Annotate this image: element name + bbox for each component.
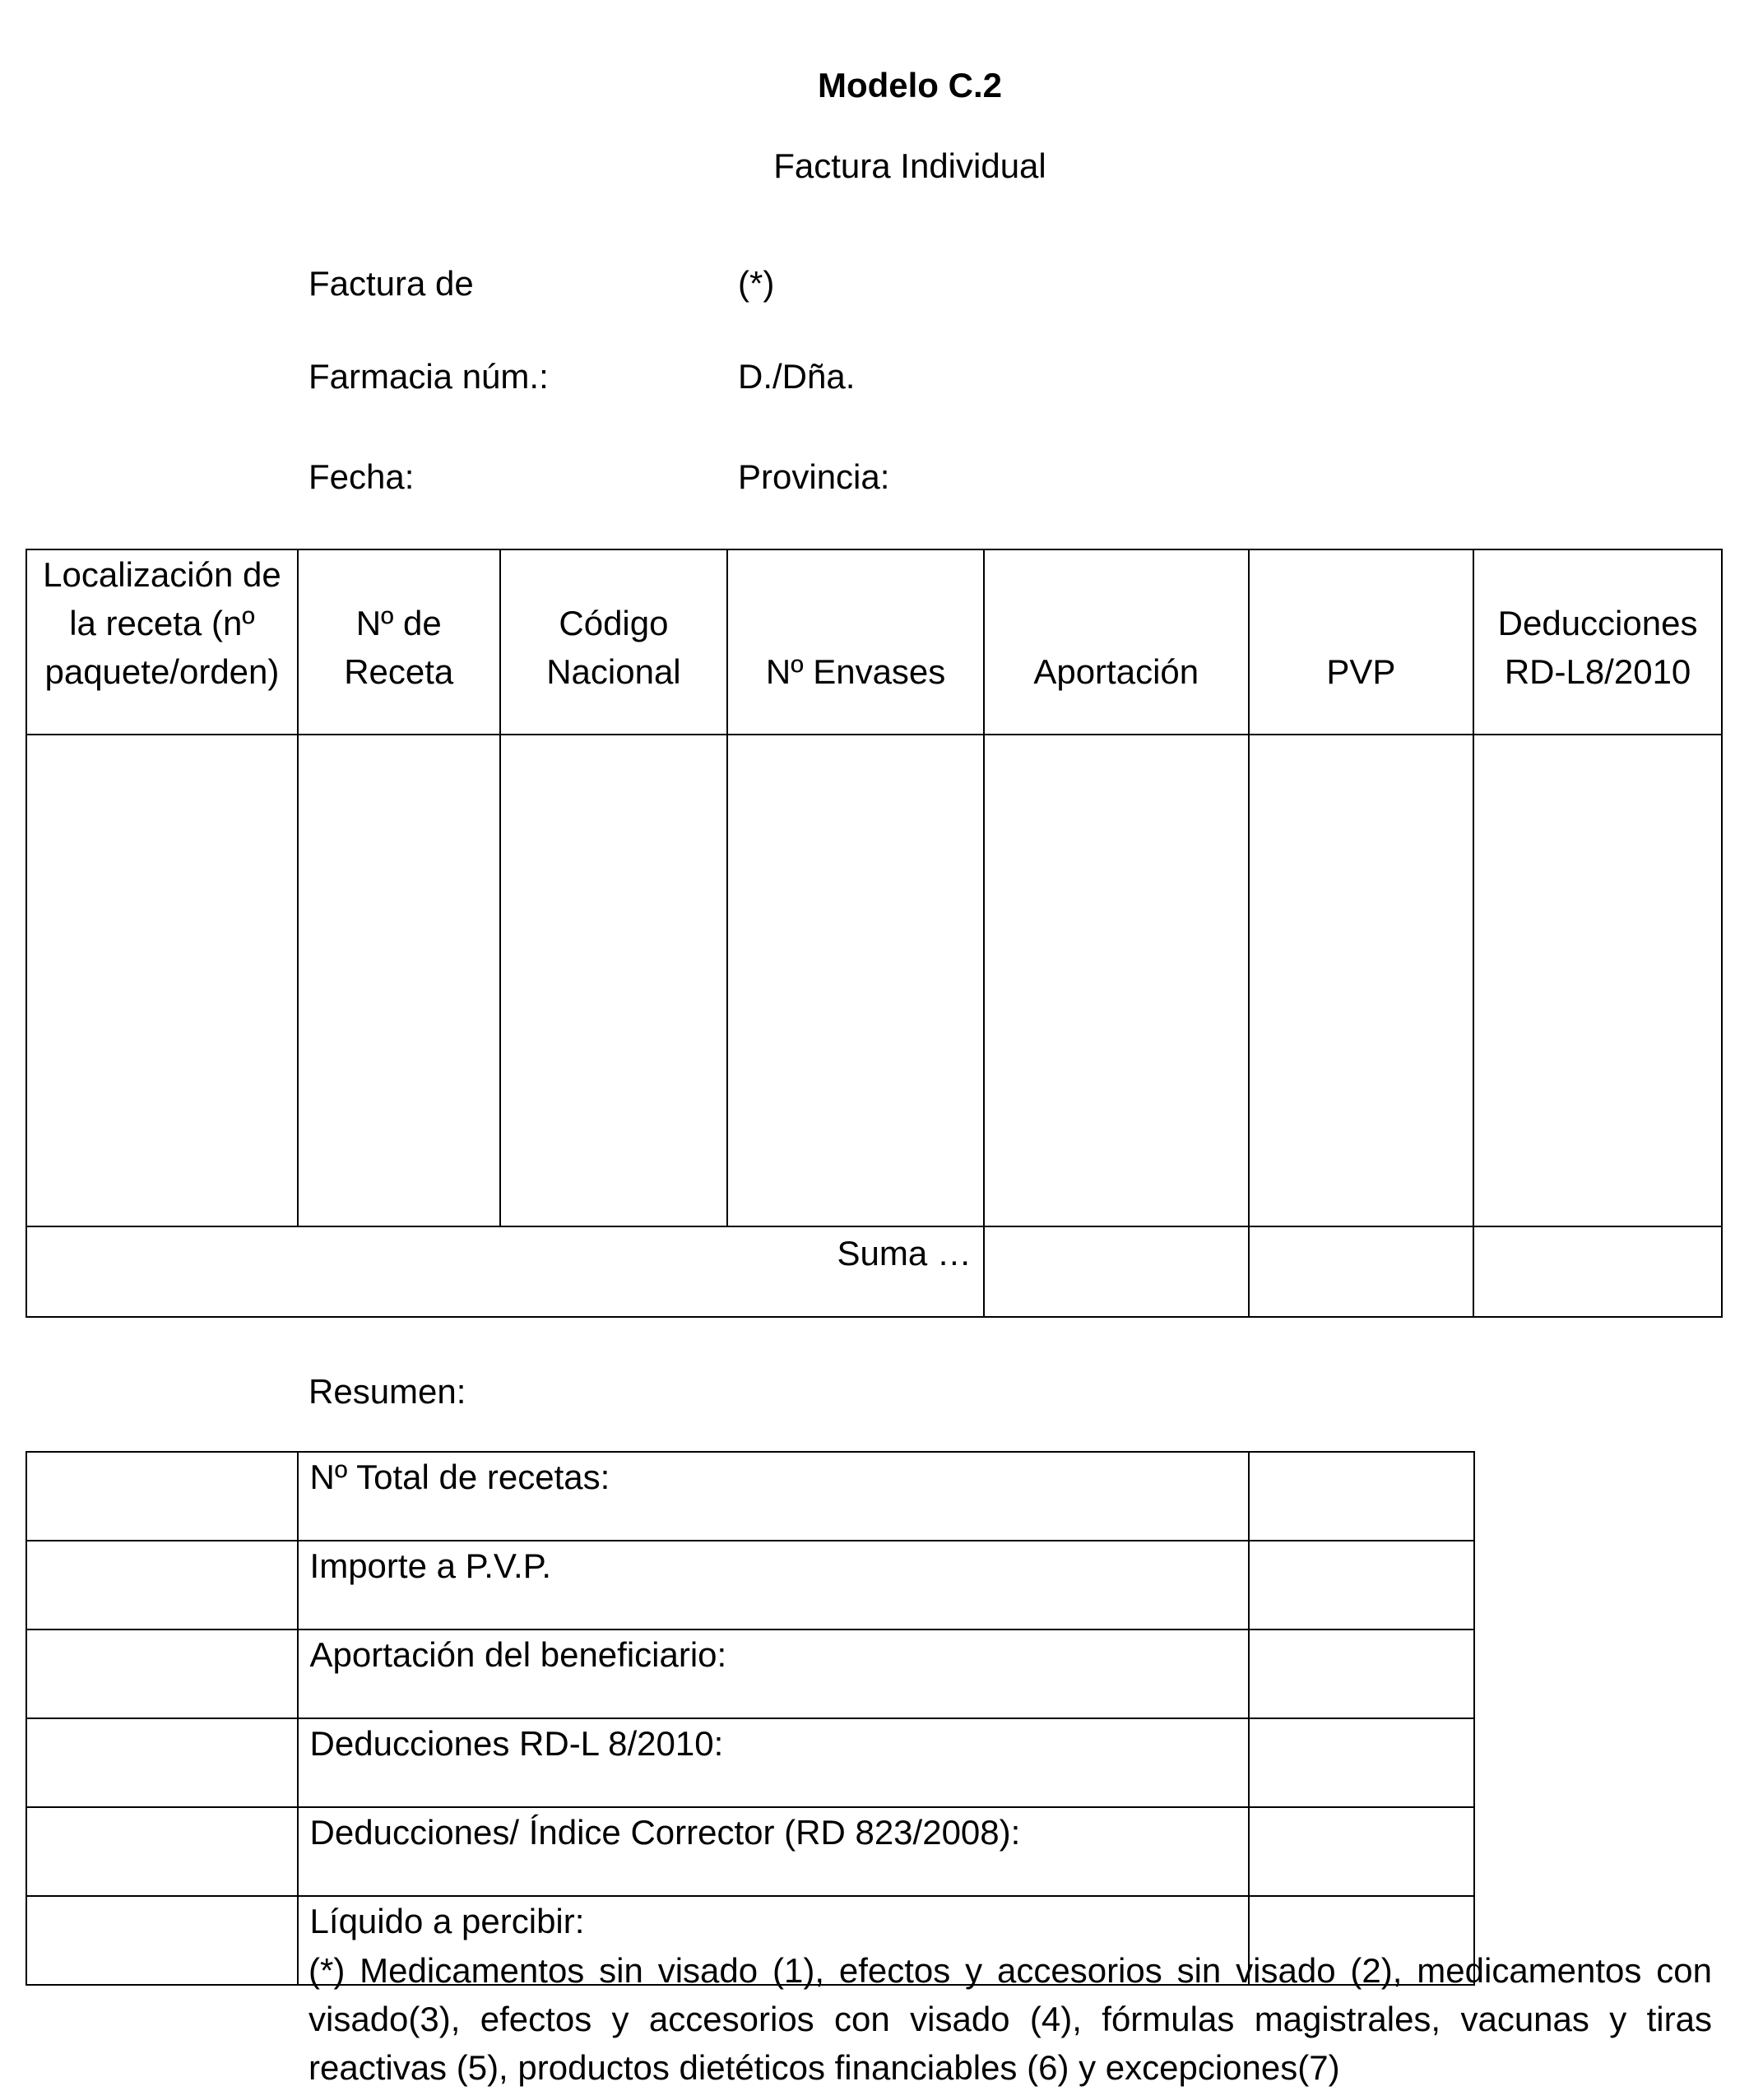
table-header-row [26, 549, 1722, 735]
table-cell [500, 735, 728, 1226]
column-header-pvp: PVP [1249, 549, 1474, 735]
column-header-location: Localización de la receta (nº paquete/orden) [26, 549, 298, 735]
summary-value-cell [1249, 1807, 1474, 1896]
column-header-deductions: Deducciones RD-L8/2010 [1473, 549, 1722, 735]
summary-label: Resumen: [309, 1372, 466, 1411]
summary-value-cell [1249, 1718, 1474, 1807]
sum-contribution-cell [984, 1226, 1249, 1317]
summary-left-cell [26, 1629, 298, 1718]
summary-row [26, 1629, 1474, 1718]
summary-row [26, 1718, 1474, 1807]
summary-table [26, 1451, 1475, 1986]
table-cell [984, 735, 1249, 1226]
invoice-of-value: (*) [738, 264, 775, 303]
summary-left-cell [26, 1541, 298, 1629]
invoice-subtitle: Factura Individual [773, 146, 1046, 185]
summary-row-label: Deducciones/ Índice Corrector (RD 823/2008): [298, 1807, 1250, 1896]
summary-left-cell [26, 1452, 298, 1541]
summary-row [26, 1807, 1474, 1896]
summary-row-label: Deducciones RD-L 8/2010: [298, 1718, 1250, 1807]
column-header-prescription-number: Nº de Receta [298, 549, 500, 735]
model-title: Modelo C.2 [817, 66, 1002, 104]
summary-row-label: Nº Total de recetas: [298, 1452, 1250, 1541]
column-header-contribution: Aportación [984, 549, 1249, 735]
pharmacy-number-label: Farmacia núm.: [309, 357, 549, 396]
summary-row [26, 1541, 1474, 1629]
summary-left-cell [26, 1807, 298, 1896]
footnote: (*) Medicamentos sin visado (1), efectos y accesorios sin visado (2), medicamentos con visado(3), efectos y accesorios con visado (4), fórmulas magistrales, vacunas y tiras reactivas (5), productos dietéticos financiables (6) y excepciones(7) [309, 1951, 1712, 2087]
sum-label: Suma … [26, 1226, 984, 1317]
summary-value-cell [1249, 1452, 1474, 1541]
summary-left-cell [26, 1718, 298, 1807]
table-sum-row [26, 1226, 1722, 1317]
summary-value-cell [1249, 1629, 1474, 1718]
table-cell [298, 735, 500, 1226]
column-header-packages: Nº Envases [727, 549, 984, 735]
invoice-of-label: Factura de [309, 264, 474, 303]
table-cell [1473, 735, 1722, 1226]
summary-value-cell [1249, 1541, 1474, 1629]
summary-row [26, 1452, 1474, 1541]
table-body-row [26, 735, 1722, 1226]
summary-row-label: Líquido a percibir: [298, 1896, 1250, 1985]
table-cell [26, 735, 298, 1226]
sum-pvp-cell [1249, 1226, 1474, 1317]
date-label: Fecha: [309, 457, 415, 496]
table-cell [727, 735, 984, 1226]
summary-row-label: Importe a P.V.P. [298, 1541, 1250, 1629]
invoice-items-table [26, 549, 1723, 1318]
summary-left-cell [26, 1896, 298, 1985]
sum-deductions-cell [1473, 1226, 1722, 1317]
summary-row-label: Aportación del beneficiario: [298, 1629, 1250, 1718]
province-label: Provincia: [738, 457, 890, 496]
owner-name-label: D./Dña. [738, 357, 856, 396]
table-cell [1249, 735, 1474, 1226]
column-header-national-code: Código Nacional [500, 549, 728, 735]
